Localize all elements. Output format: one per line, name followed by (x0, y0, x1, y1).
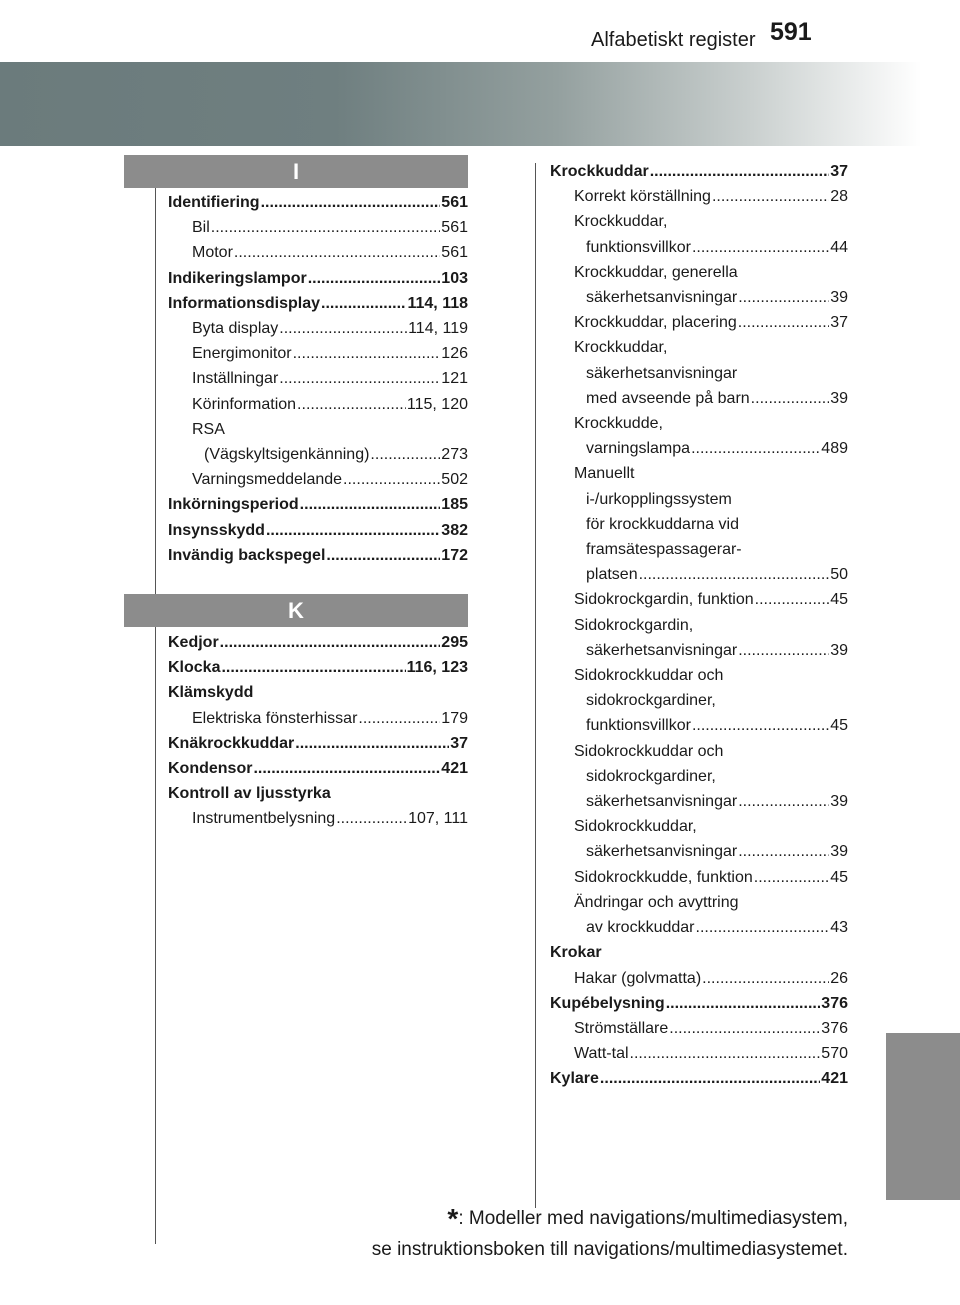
entry-term: Kedjor (168, 634, 219, 651)
entry-page-ref: 44 (830, 238, 848, 256)
footnote-line-1: : Modeller med navigations/multimediasystem, (458, 1208, 848, 1229)
dot-leader (669, 1016, 820, 1041)
index-entry (550, 663, 848, 688)
entry-page-ref: 295 (441, 634, 468, 651)
dot-leader (326, 543, 440, 568)
entry-term: Knäkrockkuddar (168, 734, 295, 752)
entry-term: Instrumentbelysning (192, 810, 336, 828)
index-entry (550, 436, 848, 461)
entry-term: (Vägskyltsigenkänning) (204, 446, 370, 464)
index-entry (550, 461, 848, 486)
index-entry (168, 630, 468, 655)
left-column-rule (155, 186, 156, 1244)
entry-term: Sidokrockkuddar och (574, 667, 724, 685)
index-entry (168, 706, 468, 731)
dot-leader (712, 184, 829, 209)
entry-term: RSA (192, 420, 225, 438)
index-entry (550, 966, 848, 991)
dot-leader (639, 562, 830, 587)
entry-page-ref: 561 (441, 194, 468, 211)
index-entry (550, 512, 848, 537)
entry-term: Krockkuddar, placering (574, 314, 737, 332)
entry-page-ref: 421 (821, 1070, 848, 1088)
entry-page-ref: 26 (830, 969, 848, 987)
entry-page-ref: 421 (441, 760, 468, 778)
index-entry (550, 260, 848, 285)
entry-page-ref: 489 (821, 440, 848, 458)
entry-page-ref: 273 (441, 446, 468, 464)
index-entry (168, 655, 468, 680)
entry-term: Klocka (168, 659, 221, 677)
dot-leader (279, 366, 440, 391)
entry-page-ref: 376 (821, 1019, 848, 1037)
column-divider (535, 163, 536, 1208)
dot-leader (211, 215, 441, 240)
entry-term: med avseende på barn (586, 389, 750, 407)
entry-term: Indikeringslampor (168, 269, 307, 287)
index-entry (168, 781, 468, 806)
entry-page-ref: 39 (830, 641, 848, 659)
entry-page-ref: 114, 118 (407, 294, 468, 312)
entry-term: säkerhetsanvisningar (586, 289, 738, 307)
index-entry (550, 411, 848, 436)
index-entry (550, 209, 848, 234)
dot-leader (336, 806, 407, 831)
entry-term: säkerhetsanvisningar (586, 364, 738, 382)
index-entry (550, 688, 848, 713)
entry-term: Strömställare (574, 1019, 669, 1037)
entry-term: för krockkuddarna vid (586, 515, 739, 533)
index-entry (550, 865, 848, 890)
entry-page-ref: 116, 123 (406, 659, 468, 677)
footnote-marker: * (447, 1203, 459, 1234)
page-header (0, 0, 960, 62)
entry-term: Krockkuddar, generella (574, 263, 738, 281)
entry-term: Ändringar och avyttring (574, 893, 739, 911)
dot-leader (692, 713, 829, 738)
entry-term: Kylare (550, 1070, 599, 1088)
entry-term: sidokrockgardiner, (586, 692, 716, 710)
index-entry (550, 1016, 848, 1041)
dot-leader (696, 915, 830, 940)
index-entry (550, 613, 848, 638)
entry-page-ref: 39 (830, 843, 848, 861)
entry-page-ref: 114, 119 (408, 320, 468, 338)
index-entry (168, 680, 468, 705)
index-entry (550, 764, 848, 789)
entry-term: platsen (586, 566, 638, 584)
index-entry (168, 492, 468, 517)
running-title: Alfabetiskt register (591, 29, 756, 51)
index-entry (550, 814, 848, 839)
entry-term: Watt-tal (574, 1045, 629, 1063)
entry-page-ref: 561 (441, 219, 468, 237)
dot-leader (308, 266, 441, 291)
header-banner (0, 62, 960, 146)
dot-leader (293, 341, 441, 366)
chapter-thumb-tab (886, 1033, 960, 1200)
index-entry (550, 285, 848, 310)
entry-term: framsätespassagerar- (586, 541, 742, 559)
entry-page-ref: 43 (830, 919, 848, 937)
index-entry (550, 713, 848, 738)
entry-term: Motor (192, 244, 233, 262)
index-entry (168, 467, 468, 492)
dot-leader (266, 518, 440, 543)
dot-leader (253, 756, 440, 781)
index-entry (550, 361, 848, 386)
entry-term: Sidokrockkuddar och (574, 742, 724, 760)
entry-term: Hakar (golvmatta) (574, 969, 702, 987)
entry-term: Sidokrockkudde, funktion (574, 868, 753, 886)
dot-leader (738, 839, 829, 864)
dot-leader (751, 386, 830, 411)
entry-page-ref: 382 (441, 521, 468, 539)
index-entry (550, 159, 848, 184)
entry-term: Inkörningsperiod (168, 496, 299, 514)
entry-term: Krockkuddar, (574, 339, 668, 357)
entry-page-ref: 103 (441, 269, 468, 287)
entry-term: Identifiering (168, 194, 260, 211)
dot-leader (650, 159, 830, 184)
index-entry (550, 915, 848, 940)
index-entry (550, 1041, 848, 1066)
dot-leader (692, 235, 829, 260)
entry-term: Informationsdisplay (168, 294, 321, 312)
index-entry (550, 940, 848, 965)
index-entry (550, 386, 848, 411)
index-entry (168, 341, 468, 366)
index-entry (168, 266, 468, 291)
index-entry (550, 184, 848, 209)
entry-page-ref: 45 (830, 868, 848, 886)
dot-leader (738, 310, 829, 335)
section-heading-k: K (124, 594, 468, 627)
index-entry (550, 1066, 848, 1091)
index-entry (168, 417, 468, 442)
dot-leader (370, 442, 440, 467)
footnote (372, 1203, 848, 1265)
dot-leader (666, 991, 821, 1016)
entry-term: av krockkuddar (586, 919, 695, 937)
entry-page-ref: 570 (821, 1045, 848, 1063)
dot-leader (343, 467, 440, 492)
entry-term: Sidokrockgardin, (574, 616, 694, 634)
dot-leader (754, 865, 829, 890)
index-entry (550, 638, 848, 663)
index-entry (168, 366, 468, 391)
dot-leader (702, 966, 829, 991)
dot-leader (755, 587, 830, 612)
entry-page-ref: 126 (441, 345, 468, 363)
entry-page-ref: 107, 111 (408, 810, 468, 828)
entry-term: Kontroll av ljusstyrka (168, 785, 331, 803)
dot-leader (738, 285, 829, 310)
entry-term: Krockkuddar, (574, 213, 668, 231)
entry-term: Elektriska fönsterhissar (192, 709, 358, 727)
entry-page-ref: 561 (441, 244, 468, 262)
entry-page-ref: 50 (830, 566, 848, 584)
dot-leader (221, 655, 405, 680)
entry-page-ref: 376 (821, 994, 848, 1012)
dot-leader (358, 706, 440, 731)
dot-leader (300, 492, 441, 517)
index-entry (550, 487, 848, 512)
entry-page-ref: 179 (441, 709, 468, 727)
entry-page-ref: 37 (830, 314, 848, 332)
index-entry (168, 518, 468, 543)
index-entry (550, 991, 848, 1016)
dot-leader (261, 190, 441, 215)
index-entry (168, 291, 468, 316)
entry-page-ref: 28 (830, 188, 848, 206)
entry-term: säkerhetsanvisningar (586, 641, 738, 659)
index-entry (168, 543, 468, 568)
index-entry (550, 587, 848, 612)
entry-term: i-/urkopplingssystem (586, 490, 732, 508)
entry-page-ref: 115, 120 (406, 395, 468, 413)
entry-term: Invändig backspegel (168, 546, 326, 564)
index-entry (168, 731, 468, 756)
index-entry (550, 235, 848, 260)
entry-term: Inställningar (192, 370, 279, 388)
entry-page-ref: 185 (441, 496, 468, 514)
entry-term: Krockkudde, (574, 415, 663, 433)
index-entry (168, 190, 468, 215)
index-entry (550, 335, 848, 360)
entry-term: varningslampa (586, 440, 691, 458)
index-entry (550, 839, 848, 864)
section-heading-i: I (124, 155, 468, 188)
entry-term: Manuellt (574, 465, 635, 483)
dot-leader (279, 316, 407, 341)
entry-term: Körinformation (192, 395, 297, 413)
index-list-k-continued (550, 159, 848, 1092)
entry-term: Byta display (192, 320, 279, 338)
entry-term: Energimonitor (192, 345, 292, 363)
index-entry (550, 739, 848, 764)
dot-leader (321, 291, 406, 316)
entry-term: Varningsmeddelande (192, 471, 343, 489)
footnote-line-2: se instruktionsboken till navigations/multimediasystemet. (371, 1239, 848, 1260)
entry-page-ref: 121 (441, 370, 468, 388)
index-entry (550, 537, 848, 562)
entry-term: funktionsvillkor (586, 238, 691, 256)
entry-term: sidokrockgardiner, (586, 767, 716, 785)
entry-term: säkerhetsanvisningar (586, 793, 738, 811)
page-number: 591 (770, 18, 812, 46)
index-list-k (168, 630, 468, 832)
dot-leader (295, 731, 449, 756)
entry-term: Sidokrockgardin, funktion (574, 591, 754, 609)
dot-leader (234, 240, 440, 265)
index-entry (550, 890, 848, 915)
index-entry (168, 756, 468, 781)
dot-leader (738, 789, 829, 814)
entry-term: funktionsvillkor (586, 717, 691, 735)
entry-page-ref: 39 (830, 793, 848, 811)
index-entry (168, 215, 468, 240)
entry-page-ref: 37 (830, 163, 848, 180)
index-entry (550, 789, 848, 814)
dot-leader (738, 638, 829, 663)
index-entry (168, 806, 468, 831)
entry-term: Bil (192, 219, 210, 237)
index-list-i (168, 190, 468, 568)
entry-page-ref: 39 (830, 289, 848, 307)
entry-term: Sidokrockkuddar, (574, 818, 697, 836)
entry-term: Klämskydd (168, 684, 254, 702)
entry-page-ref: 39 (830, 389, 848, 407)
entry-term: Krockkuddar (550, 163, 649, 180)
entry-term: Kupébelysning (550, 994, 665, 1012)
entry-page-ref: 37 (450, 734, 468, 752)
entry-term: Kondensor (168, 760, 253, 778)
index-entry (550, 310, 848, 335)
dot-leader (630, 1041, 821, 1066)
entry-page-ref: 45 (830, 591, 848, 609)
entry-page-ref: 45 (830, 717, 848, 735)
index-entry (550, 562, 848, 587)
entry-page-ref: 172 (441, 546, 468, 564)
entry-page-ref: 502 (441, 471, 468, 489)
index-entry (168, 240, 468, 265)
dot-leader (297, 392, 406, 417)
dot-leader (220, 630, 441, 655)
entry-term: Insynsskydd (168, 521, 265, 539)
dot-leader (691, 436, 820, 461)
index-entry (168, 316, 468, 341)
dot-leader (600, 1066, 820, 1091)
index-entry (168, 392, 468, 417)
index-entry (168, 442, 468, 467)
entry-term: Korrekt körställning (574, 188, 711, 206)
entry-term: säkerhetsanvisningar (586, 843, 738, 861)
entry-term: Krokar (550, 944, 602, 962)
